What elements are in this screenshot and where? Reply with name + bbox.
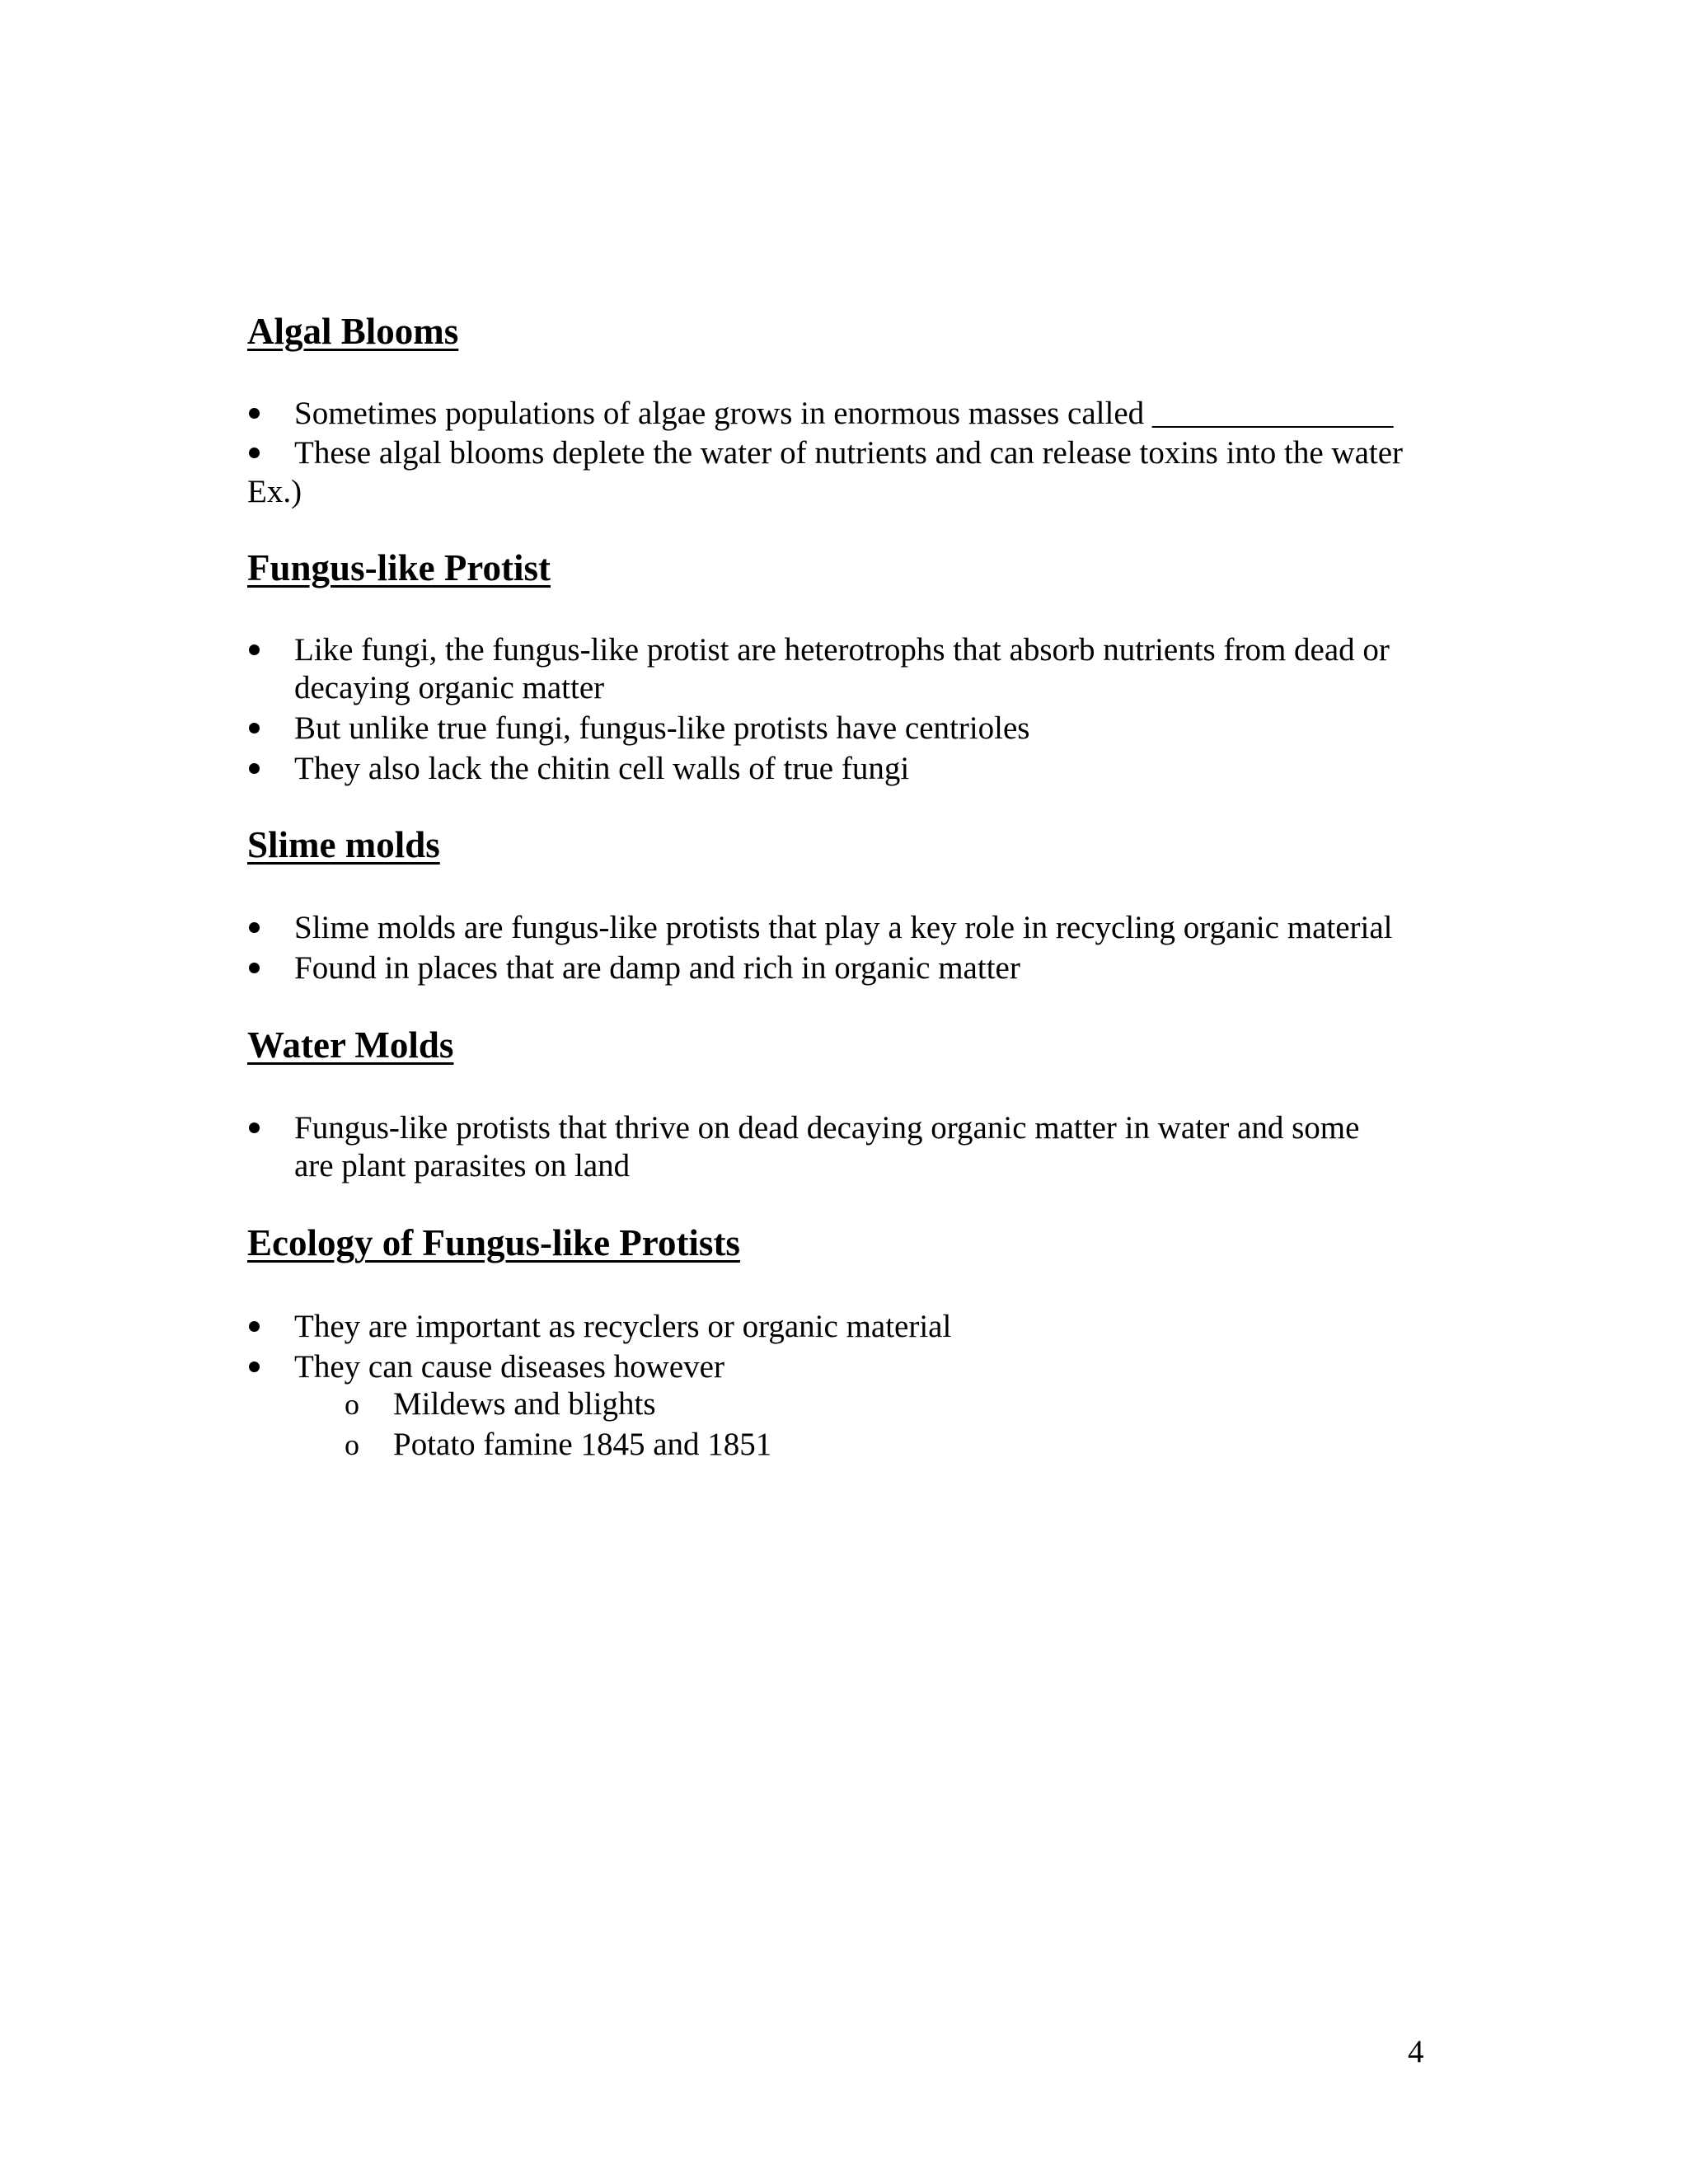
bullet-icon [249,763,260,774]
algal-blooms-item-2: These algal blooms deplete the water of nutrients and can release toxins into the water [294,435,1404,471]
heading-fungus-like-protist: Fungus-like Protist [247,547,551,588]
bullet-icon [249,644,260,655]
ecology-item-2: They can cause diseases however [294,1349,724,1385]
heading-water-molds: Water Molds [247,1024,454,1066]
fungus-like-item-2: But unlike true fungi, fungus-like protists have centrioles [294,710,1030,746]
bullet-icon [249,922,260,933]
sub-bullet-marker: o [345,1428,359,1461]
sub-bullet-marker: o [345,1388,359,1421]
bullet-icon [249,448,260,458]
ecology-item-1: They are important as recyclers or organic material [294,1309,952,1344]
heading-algal-blooms: Algal Blooms [247,311,459,352]
bullet-icon [249,1361,260,1372]
water-molds-item-1-continued: are plant parasites on land [294,1148,631,1183]
bullet-icon [249,1122,260,1133]
algal-blooms-item-1: Sometimes populations of algae grows in enormous masses called _______________ [294,396,1394,431]
heading-slime-molds: Slime molds [247,824,440,865]
slime-molds-item-1: Slime molds are fungus-like protists that play a key role in recycling organic material [294,910,1393,945]
bullet-icon [249,963,260,973]
ecology-subitem-1: Mildews and blights [393,1386,656,1422]
bullet-icon [249,408,260,419]
algal-blooms-example: Ex.) [247,474,302,509]
fungus-like-item-1: Like fungi, the fungus-like protist are heterotrophs that absorb nutrients from dead or [294,632,1390,668]
heading-ecology: Ecology of Fungus-like Protists [247,1222,740,1263]
ecology-subitem-2: Potato famine 1845 and 1851 [393,1427,772,1462]
bullet-icon [249,1321,260,1332]
bullet-icon [249,723,260,733]
water-molds-item-1: Fungus-like protists that thrive on dead decaying organic matter in water and some [294,1110,1360,1146]
slime-molds-item-2: Found in places that are damp and rich in organic matter [294,950,1020,986]
page-number: 4 [1408,2034,1424,2069]
fungus-like-item-3: They also lack the chitin cell walls of true fungi [294,751,910,786]
fungus-like-item-1-continued: decaying organic matter [294,670,605,705]
